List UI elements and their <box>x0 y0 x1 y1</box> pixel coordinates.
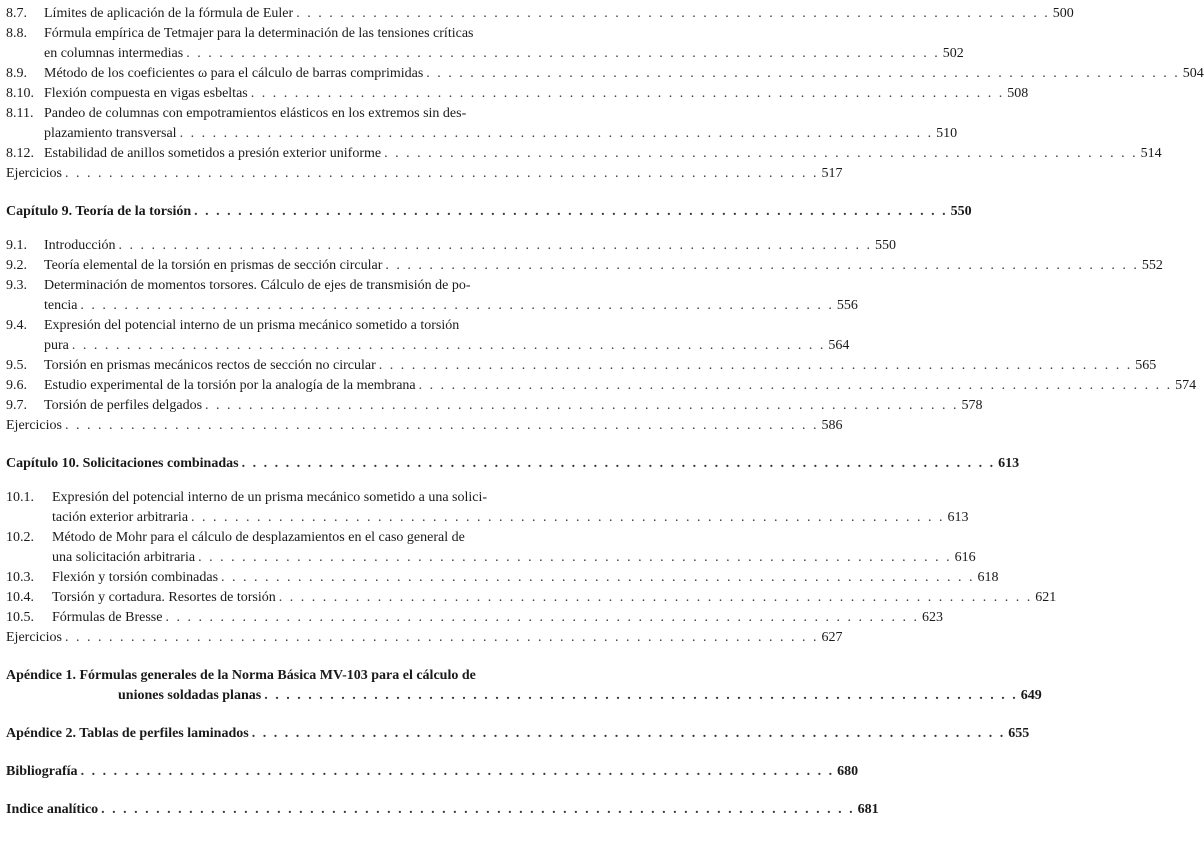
toc-entry <box>6 608 943 628</box>
toc-title: Ejercicios <box>6 418 62 433</box>
toc-title: Flexión compuesta en vigas esbeltas <box>44 86 248 101</box>
toc-number: 10.3. <box>6 570 34 585</box>
spacer <box>6 184 598 202</box>
toc-entry <box>6 256 1163 276</box>
dot-leader: . . . . . . . . . . . . . . . . . . . . . . . . . . . . . . . . . . . . . . . . . . . . . . . . . . . . . . . . . . . . . . . . . . . . . <box>118 238 873 253</box>
dot-leader: . . . . . . . . . . . . . . . . . . . . . . . . . . . . . . . . . . . . . . . . . . . . . . . . . . . . . . . . . . . . . . . . . . . . . <box>241 456 996 471</box>
dot-leader: . . . . . . . . . . . . . . . . . . . . . . . . . . . . . . . . . . . . . . . . . . . . . . . . . . . . . . . . . . . . . . . . . . . . . <box>191 510 945 525</box>
toc-title: Pandeo de columnas con empotramientos elásticos en los extremos sin des- <box>44 106 467 121</box>
toc-entry <box>6 84 1029 104</box>
toc-title: Apéndice 2. Tablas de perfiles laminados <box>6 726 249 741</box>
toc-entry <box>6 528 976 568</box>
toc-entry <box>6 396 983 416</box>
toc-title: Estudio experimental de la torsión por la analogía de la membrana <box>44 378 416 393</box>
dot-leader: . . . . . . . . . . . . . . . . . . . . . . . . . . . . . . . . . . . . . . . . . . . . . . . . . . . . . . . . . . . . . . . . . . . . . <box>250 86 1005 101</box>
toc-entry <box>6 64 1204 84</box>
dot-leader: . . . . . . . . . . . . . . . . . . . . . . . . . . . . . . . . . . . . . . . . . . . . . . . . . . . . . . . . . . . . . . . . . . . . . <box>64 630 819 645</box>
toc-page-number: 627 <box>821 630 843 645</box>
toc-number: 10.2. <box>6 530 34 545</box>
toc-entry <box>6 24 964 64</box>
toc-entry <box>6 724 1030 744</box>
dot-leader: . . . . . . . . . . . . . . . . . . . . . . . . . . . . . . . . . . . . . . . . . . . . . . . . . . . . . . . . . . . . . . . . . . . . . <box>385 258 1139 273</box>
toc-page-number: 500 <box>1052 6 1074 21</box>
toc-entry <box>6 762 859 782</box>
toc-title: una solicitación arbitraria <box>52 550 196 565</box>
toc-page-number: 564 <box>828 338 850 353</box>
toc-entry <box>6 202 972 222</box>
dot-leader: . . . . . . . . . . . . . . . . . . . . . . . . . . . . . . . . . . . . . . . . . . . . . . . . . . . . . . . . . . . . . . . . . . . . . <box>221 570 975 585</box>
toc-title: Apéndice 1. Fórmulas generales de la Norma Básica MV-103 para el cálculo de <box>6 668 476 683</box>
toc-page-number: 649 <box>1020 688 1042 703</box>
toc-number: 8.9. <box>6 66 27 81</box>
dot-leader: . . . . . . . . . . . . . . . . . . . . . . . . . . . . . . . . . . . . . . . . . . . . . . . . . . . . . . . . . . . . . . . . . . . . . <box>378 358 1133 373</box>
toc-title: Bibliografía <box>6 764 78 779</box>
dot-leader: . . . . . . . . . . . . . . . . . . . . . . . . . . . . . . . . . . . . . . . . . . . . . . . . . . . . . . . . . . . . . . . . . . . . . <box>64 418 819 433</box>
toc-title: Torsión en prismas mecánicos rectos de sección no circular <box>44 358 376 373</box>
toc-entry <box>6 666 1042 706</box>
toc-page-number: 574 <box>1175 378 1197 393</box>
toc-number: 10.1. <box>6 490 34 505</box>
toc-page-number: 613 <box>947 510 969 525</box>
toc-page-number: 655 <box>1008 726 1030 741</box>
toc-page-number: 616 <box>954 550 976 565</box>
spacer <box>6 706 598 724</box>
toc-number: 9.2. <box>6 258 27 273</box>
toc-title: Ejercicios <box>6 166 62 181</box>
toc-entry <box>6 628 843 648</box>
toc-number: 8.11. <box>6 106 34 121</box>
dot-leader: . . . . . . . . . . . . . . . . . . . . . . . . . . . . . . . . . . . . . . . . . . . . . . . . . . . . . . . . . . . . . . . . . . . . . <box>251 726 1006 741</box>
toc-entry <box>6 144 1162 164</box>
toc-title: pura <box>44 338 69 353</box>
spacer <box>6 474 598 488</box>
toc-page-number: 550 <box>875 238 897 253</box>
dot-leader: . . . . . . . . . . . . . . . . . . . . . . . . . . . . . . . . . . . . . . . . . . . . . . . . . . . . . . . . . . . . . . . . . . . . . <box>101 802 855 817</box>
toc-page-number: 510 <box>936 126 958 141</box>
dot-leader: . . . . . . . . . . . . . . . . . . . . . . . . . . . . . . . . . . . . . . . . . . . . . . . . . . . . . . . . . . . . . . . . . . . . . <box>426 66 1180 81</box>
toc-page-number: 517 <box>821 166 843 181</box>
toc-page-number: 621 <box>1035 590 1057 605</box>
table-of-contents <box>6 4 1204 820</box>
toc-number: 10.4. <box>6 590 34 605</box>
toc-entry <box>6 588 1057 608</box>
toc-page-number: 586 <box>821 418 843 433</box>
toc-number: 9.6. <box>6 378 27 393</box>
toc-entry <box>6 316 850 356</box>
dot-leader: . . . . . . . . . . . . . . . . . . . . . . . . . . . . . . . . . . . . . . . . . . . . . . . . . . . . . . . . . . . . . . . . . . . . . <box>194 204 948 219</box>
toc-entry <box>6 104 958 144</box>
spacer <box>6 436 598 454</box>
spacer <box>6 648 598 666</box>
toc-number: 8.10. <box>6 86 34 101</box>
toc-number: 9.3. <box>6 278 27 293</box>
dot-leader: . . . . . . . . . . . . . . . . . . . . . . . . . . . . . . . . . . . . . . . . . . . . . . . . . . . . . . . . . . . . . . . . . . . . . <box>418 378 1173 393</box>
toc-title: Límites de aplicación de la fórmula de Euler <box>44 6 294 21</box>
toc-number: 10.5. <box>6 610 34 625</box>
dot-leader: . . . . . . . . . . . . . . . . . . . . . . . . . . . . . . . . . . . . . . . . . . . . . . . . . . . . . . . . . . . . . . . . . . . . . <box>278 590 1033 605</box>
toc-title: Determinación de momentos torsores. Cálculo de ejes de transmisión de po- <box>44 278 471 293</box>
toc-title: uniones soldadas planas <box>118 688 262 703</box>
dot-leader: . . . . . . . . . . . . . . . . . . . . . . . . . . . . . . . . . . . . . . . . . . . . . . . . . . . . . . . . . . . . . . . . . . . . . <box>80 764 835 779</box>
toc-title: Fórmula empírica de Tetmajer para la determinación de las tensiones críticas <box>44 26 474 41</box>
toc-title: Fórmulas de Bresse <box>52 610 163 625</box>
toc-page-number: 623 <box>921 610 943 625</box>
spacer <box>6 782 598 800</box>
dot-leader: . . . . . . . . . . . . . . . . . . . . . . . . . . . . . . . . . . . . . . . . . . . . . . . . . . . . . . . . . . . . . . . . . . . . . <box>198 550 952 565</box>
toc-number: 8.8. <box>6 26 27 41</box>
dot-leader: . . . . . . . . . . . . . . . . . . . . . . . . . . . . . . . . . . . . . . . . . . . . . . . . . . . . . . . . . . . . . . . . . . . . . <box>186 46 940 61</box>
dot-leader: . . . . . . . . . . . . . . . . . . . . . . . . . . . . . . . . . . . . . . . . . . . . . . . . . . . . . . . . . . . . . . . . . . . . . <box>71 338 826 353</box>
toc-title: Introducción <box>44 238 116 253</box>
toc-page-number: 613 <box>998 456 1020 471</box>
toc-title: Indice analítico <box>6 802 99 817</box>
toc-page-number: 508 <box>1007 86 1029 101</box>
toc-entry <box>6 454 1020 474</box>
toc-entry <box>6 800 879 820</box>
toc-number: 9.4. <box>6 318 27 333</box>
dot-leader: . . . . . . . . . . . . . . . . . . . . . . . . . . . . . . . . . . . . . . . . . . . . . . . . . . . . . . . . . . . . . . . . . . . . . <box>80 298 834 313</box>
toc-title: Capítulo 9. Teoría de la torsión <box>6 204 192 219</box>
toc-number: 9.7. <box>6 398 27 413</box>
toc-number: 8.12. <box>6 146 34 161</box>
toc-entry <box>6 416 843 436</box>
toc-page-number: 556 <box>836 298 858 313</box>
toc-title: Método de los coeficientes ω para el cálculo de barras comprimidas <box>44 66 424 81</box>
toc-title: Teoría elemental de la torsión en prismas de sección circular <box>44 258 383 273</box>
dot-leader: . . . . . . . . . . . . . . . . . . . . . . . . . . . . . . . . . . . . . . . . . . . . . . . . . . . . . . . . . . . . . . . . . . . . . <box>384 146 1138 161</box>
toc-entry <box>6 356 1157 376</box>
toc-number: 9.1. <box>6 238 27 253</box>
toc-number: 9.5. <box>6 358 27 373</box>
dot-leader: . . . . . . . . . . . . . . . . . . . . . . . . . . . . . . . . . . . . . . . . . . . . . . . . . . . . . . . . . . . . . . . . . . . . . <box>296 6 1050 21</box>
toc-page-number: 550 <box>950 204 972 219</box>
toc-page-number: 578 <box>961 398 983 413</box>
dot-leader: . . . . . . . . . . . . . . . . . . . . . . . . . . . . . . . . . . . . . . . . . . . . . . . . . . . . . . . . . . . . . . . . . . . . . <box>165 610 919 625</box>
toc-title: Expresión del potencial interno de un prisma mecánico sometido a una solici- <box>52 490 488 505</box>
dot-leader: . . . . . . . . . . . . . . . . . . . . . . . . . . . . . . . . . . . . . . . . . . . . . . . . . . . . . . . . . . . . . . . . . . . . . <box>179 126 934 141</box>
toc-page-number: 618 <box>977 570 999 585</box>
toc-title: plazamiento transversal <box>44 126 177 141</box>
toc-title: tencia <box>44 298 78 313</box>
toc-entry <box>6 376 1197 396</box>
toc-title: Expresión del potencial interno de un prisma mecánico sometido a torsión <box>44 318 460 333</box>
toc-page-number: 680 <box>837 764 859 779</box>
toc-page-number: 504 <box>1182 66 1204 81</box>
toc-entry <box>6 568 999 588</box>
dot-leader: . . . . . . . . . . . . . . . . . . . . . . . . . . . . . . . . . . . . . . . . . . . . . . . . . . . . . . . . . . . . . . . . . . . . . <box>205 398 959 413</box>
toc-entry <box>6 488 969 528</box>
toc-entry <box>6 164 843 184</box>
toc-number: 8.7. <box>6 6 27 21</box>
toc-page-number: 502 <box>942 46 964 61</box>
toc-title: Flexión y torsión combinadas <box>52 570 219 585</box>
toc-title: Torsión y cortadura. Resortes de torsión <box>52 590 276 605</box>
toc-page-number: 565 <box>1135 358 1157 373</box>
toc-page-number: 681 <box>857 802 879 817</box>
dot-leader: . . . . . . . . . . . . . . . . . . . . . . . . . . . . . . . . . . . . . . . . . . . . . . . . . . . . . . . . . . . . . . . . . . . . . <box>264 688 1018 703</box>
toc-entry <box>6 236 897 256</box>
toc-title: tación exterior arbitraria <box>52 510 189 525</box>
toc-title: Estabilidad de anillos sometidos a presión exterior uniforme <box>44 146 382 161</box>
toc-title: Capítulo 10. Solicitaciones combinadas <box>6 456 239 471</box>
spacer <box>6 222 598 236</box>
dot-leader: . . . . . . . . . . . . . . . . . . . . . . . . . . . . . . . . . . . . . . . . . . . . . . . . . . . . . . . . . . . . . . . . . . . . . <box>64 166 819 181</box>
toc-title: en columnas intermedias <box>44 46 184 61</box>
toc-page-number: 552 <box>1141 258 1163 273</box>
spacer <box>6 744 598 762</box>
toc-title: Ejercicios <box>6 630 62 645</box>
toc-title: Método de Mohr para el cálculo de desplazamientos en el caso general de <box>52 530 465 545</box>
toc-page-number: 514 <box>1140 146 1162 161</box>
toc-entry <box>6 4 1074 24</box>
toc-title: Torsión de perfiles delgados <box>44 398 203 413</box>
toc-entry <box>6 276 858 316</box>
